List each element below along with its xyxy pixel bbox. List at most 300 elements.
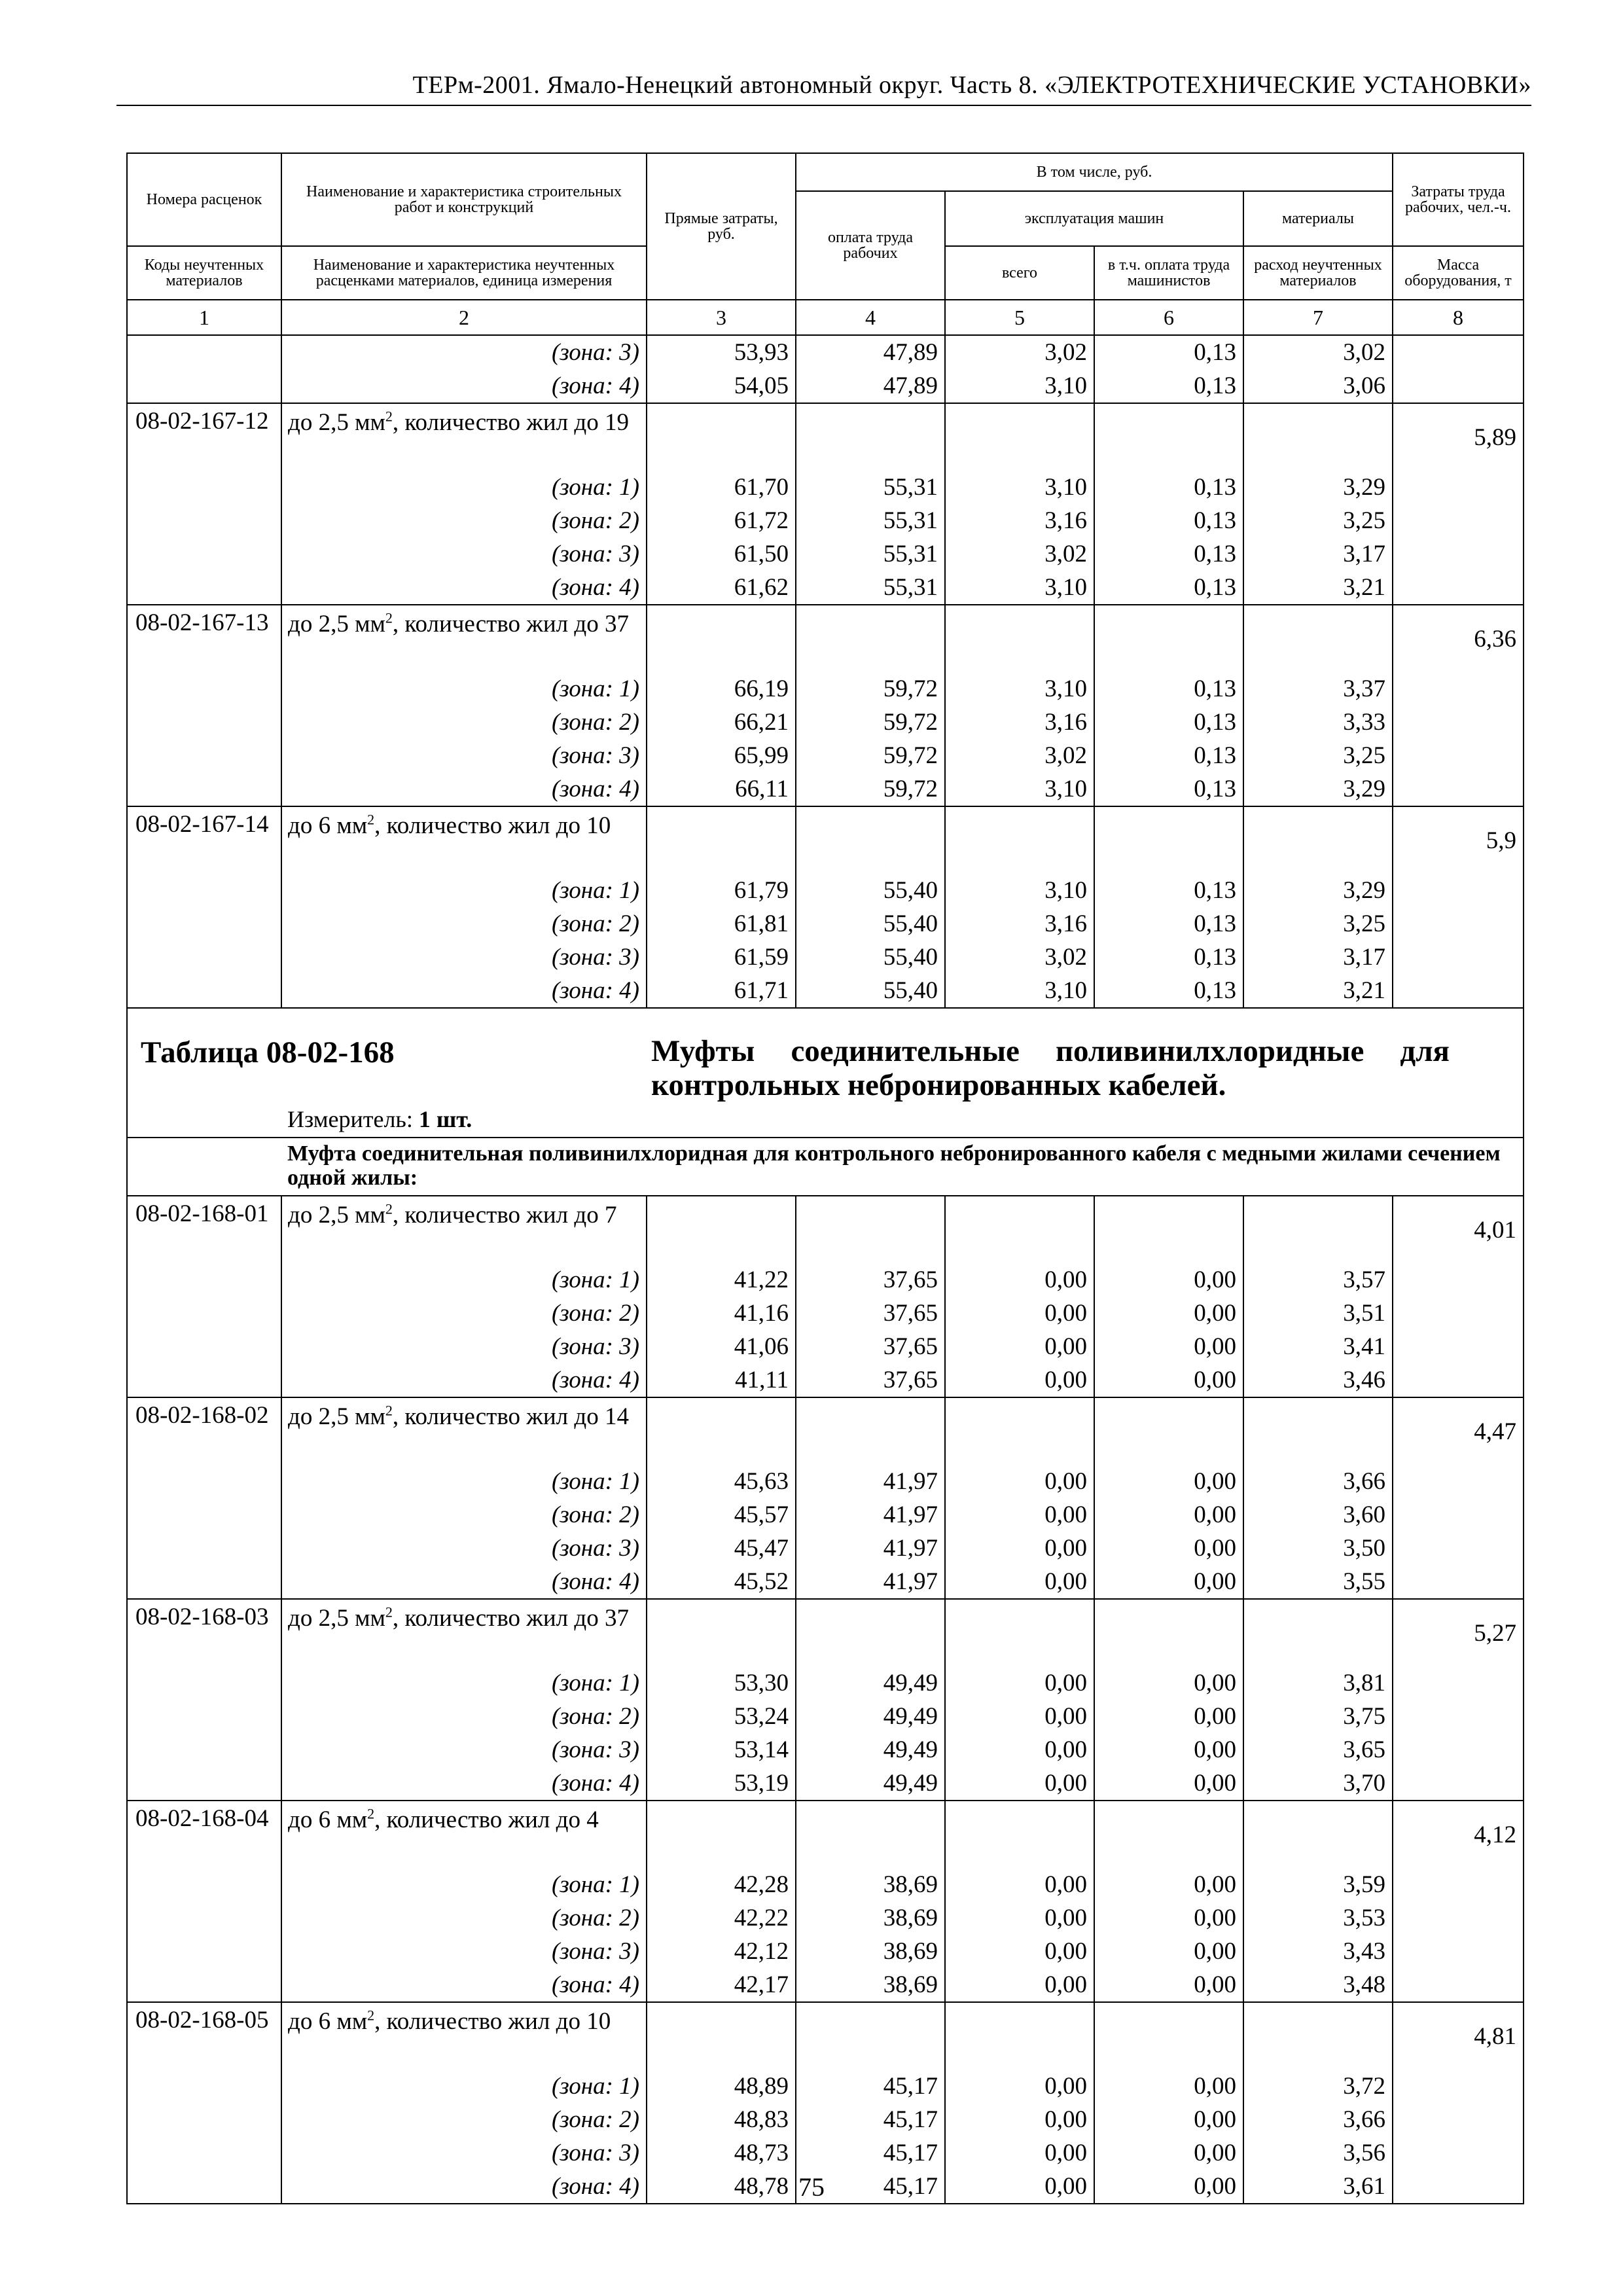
operators-pay-cell: 0,00 — [1094, 2170, 1243, 2204]
empty-cell — [796, 1196, 945, 1263]
direct-costs-cell: 45,52 — [647, 1565, 796, 1599]
workers-pay-cell: 37,65 — [796, 1330, 945, 1363]
table-row — [127, 739, 1524, 772]
rate-code-cell — [127, 2070, 281, 2103]
machines-total-cell: 3,02 — [945, 537, 1094, 571]
zone-label: (зона: 1) — [281, 2070, 647, 2103]
superscript: 2 — [385, 1403, 393, 1420]
direct-costs-cell: 61,79 — [647, 874, 796, 907]
materials-cell: 3,21 — [1243, 571, 1393, 605]
empty-cell — [945, 2002, 1094, 2070]
operators-pay-cell: 0,00 — [1094, 2136, 1243, 2170]
empty-cell — [945, 1196, 1094, 1263]
table-row — [127, 2136, 1524, 2170]
table-row — [127, 1968, 1524, 2002]
materials-cell: 3,21 — [1243, 974, 1393, 1008]
col-header-equipment-mass: Масса оборудования, т — [1393, 246, 1524, 300]
operators-pay-cell: 0,00 — [1094, 1935, 1243, 1968]
direct-costs-cell: 66,21 — [647, 706, 796, 739]
machines-total-cell: 0,00 — [945, 1767, 1094, 1801]
zone-label: (зона: 4) — [281, 571, 647, 605]
direct-costs-cell: 48,83 — [647, 2103, 796, 2136]
materials-cell: 3,57 — [1243, 1263, 1393, 1297]
materials-cell: 3,72 — [1243, 2070, 1393, 2103]
zone-label: (зона: 1) — [281, 1465, 647, 1498]
col-header-labor: Затраты труда рабочих, чел.-ч. — [1393, 153, 1524, 246]
workers-pay-cell: 38,69 — [796, 1901, 945, 1935]
rate-code-cell — [127, 974, 281, 1008]
operators-pay-cell: 0,00 — [1094, 1733, 1243, 1767]
labor-cell — [1393, 2136, 1524, 2170]
table-row — [127, 1733, 1524, 1767]
col-header-machines-total: всего — [945, 246, 1094, 300]
labor-cell — [1393, 1666, 1524, 1700]
materials-cell: 3,56 — [1243, 2136, 1393, 2170]
empty-cell — [945, 806, 1094, 874]
table-row — [127, 772, 1524, 806]
rate-code-cell — [127, 1935, 281, 1968]
labor-value: 4,47 — [1393, 1397, 1524, 1465]
table-row — [127, 1330, 1524, 1363]
zone-label: (зона: 2) — [281, 2103, 647, 2136]
operators-pay-cell: 0,00 — [1094, 1297, 1243, 1330]
machines-total-cell: 0,00 — [945, 1465, 1094, 1498]
workers-pay-cell: 55,40 — [796, 974, 945, 1008]
work-name-text: до 2,5 мм — [288, 1403, 385, 1431]
labor-cell — [1393, 1935, 1524, 1968]
machines-total-cell: 0,00 — [945, 1363, 1094, 1397]
table-row — [127, 1363, 1524, 1397]
labor-value: 4,01 — [1393, 1196, 1524, 1263]
table-row — [127, 1465, 1524, 1498]
materials-cell: 3,48 — [1243, 1968, 1393, 2002]
work-name — [281, 1801, 647, 1868]
col-number: 6 — [1094, 300, 1243, 335]
labor-cell — [1393, 874, 1524, 907]
empty-cell — [647, 806, 796, 874]
direct-costs-cell: 61,62 — [647, 571, 796, 605]
machines-total-cell: 0,00 — [945, 1297, 1094, 1330]
work-name-text: , количество жил до 19 — [392, 409, 629, 436]
table-row — [127, 1801, 1524, 1868]
meter-value: 1 шт. — [418, 1106, 473, 1132]
materials-cell: 3,66 — [1243, 2103, 1393, 2136]
materials-cell: 3,25 — [1243, 504, 1393, 537]
labor-cell — [1393, 941, 1524, 974]
rate-code-cell — [127, 739, 281, 772]
direct-costs-cell: 42,12 — [647, 1935, 796, 1968]
labor-cell — [1393, 1968, 1524, 2002]
work-name-text: до 2,5 мм — [288, 1605, 385, 1632]
direct-costs-cell: 45,47 — [647, 1532, 796, 1565]
rate-code-cell — [127, 1666, 281, 1700]
superscript: 2 — [367, 811, 375, 828]
machines-total-cell: 3,10 — [945, 772, 1094, 806]
labor-cell — [1393, 571, 1524, 605]
labor-cell — [1393, 1263, 1524, 1297]
table-row — [127, 403, 1524, 471]
materials-cell: 3,60 — [1243, 1498, 1393, 1532]
table-row — [127, 2070, 1524, 2103]
table-body-167 — [127, 335, 1524, 1008]
empty-cell — [1094, 1397, 1243, 1465]
empty-cell — [647, 1599, 796, 1666]
labor-cell — [1393, 974, 1524, 1008]
labor-cell — [1393, 706, 1524, 739]
work-name-text: до 2,5 мм — [288, 611, 385, 637]
empty-cell — [647, 1801, 796, 1868]
direct-costs-cell: 41,22 — [647, 1263, 796, 1297]
workers-pay-cell: 55,31 — [796, 571, 945, 605]
col-number: 5 — [945, 300, 1094, 335]
workers-pay-cell: 49,49 — [796, 1767, 945, 1801]
workers-pay-cell: 38,69 — [796, 1968, 945, 2002]
workers-pay-cell: 59,72 — [796, 672, 945, 706]
empty-cell — [796, 1801, 945, 1868]
labor-value: 6,36 — [1393, 605, 1524, 672]
empty-cell — [1243, 806, 1393, 874]
workers-pay-cell: 37,65 — [796, 1263, 945, 1297]
table-row — [127, 874, 1524, 907]
machines-total-cell: 0,00 — [945, 1565, 1094, 1599]
table-row — [127, 1901, 1524, 1935]
direct-costs-cell: 61,70 — [647, 471, 796, 504]
zone-label: (зона: 3) — [281, 739, 647, 772]
empty-cell — [796, 403, 945, 471]
labor-value: 5,9 — [1393, 806, 1524, 874]
direct-costs-cell: 61,59 — [647, 941, 796, 974]
rate-code-cell — [127, 1330, 281, 1363]
materials-cell: 3,37 — [1243, 672, 1393, 706]
table-row — [127, 941, 1524, 974]
operators-pay-cell: 0,00 — [1094, 2070, 1243, 2103]
materials-cell: 3,17 — [1243, 941, 1393, 974]
empty-cell — [945, 1801, 1094, 1868]
page-header: ТЕРм-2001. Ямало-Ненецкий автономный округ. Часть 8. «ЭЛЕКТРОТЕХНИЧЕСКИЕ УСТАНОВКИ» — [116, 71, 1531, 106]
rate-code-cell — [127, 335, 281, 369]
workers-pay-cell: 55,40 — [796, 907, 945, 941]
table-body-168 — [127, 1196, 1524, 2204]
materials-cell: 3,61 — [1243, 2170, 1393, 2204]
zone-label: (зона: 4) — [281, 369, 647, 403]
zone-label: (зона: 1) — [281, 874, 647, 907]
empty-cell — [796, 605, 945, 672]
materials-cell: 3,46 — [1243, 1363, 1393, 1397]
rate-code-cell — [127, 369, 281, 403]
zone-label: (зона: 4) — [281, 974, 647, 1008]
direct-costs-cell: 41,06 — [647, 1330, 796, 1363]
table-row — [127, 537, 1524, 571]
materials-cell: 3,50 — [1243, 1532, 1393, 1565]
labor-cell — [1393, 1901, 1524, 1935]
operators-pay-cell: 0,00 — [1094, 1363, 1243, 1397]
rate-code-cell — [127, 2103, 281, 2136]
machines-total-cell: 3,10 — [945, 874, 1094, 907]
machines-total-cell: 0,00 — [945, 1901, 1094, 1935]
workers-pay-cell: 55,31 — [796, 537, 945, 571]
direct-costs-cell: 48,73 — [647, 2136, 796, 2170]
workers-pay-cell: 41,97 — [796, 1498, 945, 1532]
col-number: 7 — [1243, 300, 1393, 335]
work-name — [281, 403, 647, 471]
operators-pay-cell: 0,13 — [1094, 335, 1243, 369]
operators-pay-cell: 0,13 — [1094, 772, 1243, 806]
rate-code-cell — [127, 941, 281, 974]
workers-pay-cell: 55,40 — [796, 874, 945, 907]
labor-cell — [1393, 1297, 1524, 1330]
direct-costs-cell: 65,99 — [647, 739, 796, 772]
table-row — [127, 1700, 1524, 1733]
col-header-materials: материалы — [1243, 191, 1393, 246]
materials-cell: 3,02 — [1243, 335, 1393, 369]
machines-total-cell: 0,00 — [945, 1935, 1094, 1968]
empty-cell — [1094, 2002, 1243, 2070]
direct-costs-cell: 42,22 — [647, 1901, 796, 1935]
work-name — [281, 1196, 647, 1263]
rate-code-cell — [127, 1532, 281, 1565]
operators-pay-cell: 0,13 — [1094, 504, 1243, 537]
labor-cell — [1393, 369, 1524, 403]
direct-costs-cell: 66,11 — [647, 772, 796, 806]
rate-code: 08-02-167-13 — [127, 605, 281, 672]
page-number: 75 — [798, 2172, 825, 2202]
labor-cell — [1393, 772, 1524, 806]
labor-cell — [1393, 1868, 1524, 1901]
rate-code: 08-02-168-02 — [127, 1397, 281, 1465]
machines-total-cell: 3,16 — [945, 907, 1094, 941]
col-header-machines: эксплуатация машин — [945, 191, 1243, 246]
materials-cell: 3,65 — [1243, 1733, 1393, 1767]
machines-total-cell: 3,10 — [945, 571, 1094, 605]
operators-pay-cell: 0,13 — [1094, 369, 1243, 403]
rate-code-cell — [127, 672, 281, 706]
direct-costs-cell: 61,81 — [647, 907, 796, 941]
operators-pay-cell: 0,13 — [1094, 974, 1243, 1008]
rates-table-wrapper — [126, 152, 1523, 2204]
labor-cell — [1393, 1465, 1524, 1498]
empty-cell — [1094, 806, 1243, 874]
workers-pay-cell: 47,89 — [796, 335, 945, 369]
col-header-workers-pay: оплата труда рабочих — [796, 191, 945, 300]
operators-pay-cell: 0,13 — [1094, 706, 1243, 739]
machines-total-cell: 0,00 — [945, 1968, 1094, 2002]
zone-label: (зона: 4) — [281, 1565, 647, 1599]
zone-label: (зона: 4) — [281, 2170, 647, 2204]
empty-cell — [1243, 2002, 1393, 2070]
work-name — [281, 605, 647, 672]
col-header-rate-numbers: Номера расценок — [127, 153, 281, 246]
machines-total-cell: 0,00 — [945, 1330, 1094, 1363]
machines-total-cell: 0,00 — [945, 1498, 1094, 1532]
workers-pay-cell: 45,17 — [796, 2103, 945, 2136]
zone-label: (зона: 2) — [281, 907, 647, 941]
machines-total-cell: 0,00 — [945, 2170, 1094, 2204]
rate-code: 08-02-167-14 — [127, 806, 281, 874]
work-name — [281, 806, 647, 874]
empty-cell — [796, 1599, 945, 1666]
empty-cell — [647, 1196, 796, 1263]
materials-cell: 3,55 — [1243, 1565, 1393, 1599]
work-name — [281, 1397, 647, 1465]
table-row — [127, 1767, 1524, 1801]
operators-pay-cell: 0,00 — [1094, 1263, 1243, 1297]
workers-pay-cell: 59,72 — [796, 772, 945, 806]
materials-cell: 3,66 — [1243, 1465, 1393, 1498]
zone-label: (зона: 2) — [281, 1498, 647, 1532]
operators-pay-cell: 0,00 — [1094, 1901, 1243, 1935]
machines-total-cell: 0,00 — [945, 1532, 1094, 1565]
rate-code-cell — [127, 1968, 281, 2002]
empty-cell — [796, 806, 945, 874]
workers-pay-cell: 45,17 — [796, 2070, 945, 2103]
direct-costs-cell: 54,05 — [647, 369, 796, 403]
operators-pay-cell: 0,00 — [1094, 1532, 1243, 1565]
rate-code-cell — [127, 874, 281, 907]
col-number: 1 — [127, 300, 281, 335]
materials-cell: 3,51 — [1243, 1297, 1393, 1330]
machines-total-cell: 0,00 — [945, 2136, 1094, 2170]
rate-code: 08-02-168-01 — [127, 1196, 281, 1263]
superscript: 2 — [385, 1604, 393, 1621]
rate-code-cell — [127, 706, 281, 739]
zone-label: (зона: 1) — [281, 1868, 647, 1901]
table-row — [127, 806, 1524, 874]
workers-pay-cell: 45,17 — [796, 2170, 945, 2204]
operators-pay-cell: 0,13 — [1094, 941, 1243, 974]
table-row — [127, 335, 1524, 369]
table-title: Муфты соединительные поливинилхлоридные для контрольных небронированных кабелей. — [651, 1034, 1450, 1102]
machines-total-cell: 3,02 — [945, 941, 1094, 974]
direct-costs-cell: 61,71 — [647, 974, 796, 1008]
operators-pay-cell: 0,00 — [1094, 1666, 1243, 1700]
direct-costs-cell: 61,50 — [647, 537, 796, 571]
workers-pay-cell: 49,49 — [796, 1733, 945, 1767]
labor-cell — [1393, 335, 1524, 369]
col-number: 8 — [1393, 300, 1524, 335]
materials-cell: 3,43 — [1243, 1935, 1393, 1968]
table-row — [127, 1666, 1524, 1700]
empty-cell — [1243, 1397, 1393, 1465]
labor-cell — [1393, 537, 1524, 571]
rate-code-cell — [127, 471, 281, 504]
operators-pay-cell: 0,00 — [1094, 1565, 1243, 1599]
rate-code-cell — [127, 1465, 281, 1498]
machines-total-cell: 0,00 — [945, 1733, 1094, 1767]
operators-pay-cell: 0,00 — [1094, 1700, 1243, 1733]
machines-total-cell: 3,10 — [945, 672, 1094, 706]
direct-costs-cell: 53,30 — [647, 1666, 796, 1700]
rate-code-cell — [127, 1297, 281, 1330]
rate-code-cell — [127, 504, 281, 537]
workers-pay-cell: 38,69 — [796, 1868, 945, 1901]
col-number: 3 — [647, 300, 796, 335]
rate-code-cell — [127, 1700, 281, 1733]
operators-pay-cell: 0,00 — [1094, 2103, 1243, 2136]
empty-cell — [945, 1599, 1094, 1666]
zone-label: (зона: 2) — [281, 504, 647, 537]
workers-pay-cell: 59,72 — [796, 706, 945, 739]
labor-cell — [1393, 739, 1524, 772]
materials-cell: 3,25 — [1243, 907, 1393, 941]
operators-pay-cell: 0,13 — [1094, 739, 1243, 772]
rate-code-cell — [127, 1767, 281, 1801]
table-row — [127, 504, 1524, 537]
table-row — [127, 1196, 1524, 1263]
meter-label: Измеритель: — [287, 1106, 413, 1132]
materials-cell: 3,41 — [1243, 1330, 1393, 1363]
col-header-material-codes: Коды неучтенных материалов — [127, 246, 281, 300]
operators-pay-cell: 0,13 — [1094, 672, 1243, 706]
empty-cell — [1094, 605, 1243, 672]
table-row — [127, 1868, 1524, 1901]
col-header-material-names: Наименование и характеристика неучтенных расценками материалов, единица измерения — [281, 246, 647, 300]
machines-total-cell: 0,00 — [945, 1868, 1094, 1901]
col-header-operators-pay: в т.ч. оплата труда машинистов — [1094, 246, 1243, 300]
direct-costs-cell: 48,89 — [647, 2070, 796, 2103]
table-row — [127, 1397, 1524, 1465]
machines-total-cell: 3,16 — [945, 706, 1094, 739]
labor-cell — [1393, 471, 1524, 504]
direct-costs-cell: 53,14 — [647, 1733, 796, 1767]
workers-pay-cell: 55,40 — [796, 941, 945, 974]
empty-cell — [1243, 605, 1393, 672]
work-name-text: , количество жил до 37 — [392, 611, 629, 637]
direct-costs-cell: 42,17 — [647, 1968, 796, 2002]
materials-cell: 3,75 — [1243, 1700, 1393, 1733]
zone-label: (зона: 4) — [281, 1968, 647, 2002]
operators-pay-cell: 0,00 — [1094, 1767, 1243, 1801]
labor-cell — [1393, 2070, 1524, 2103]
work-name — [281, 2002, 647, 2070]
work-name-text: , количество жил до 7 — [392, 1202, 617, 1229]
labor-cell — [1393, 1330, 1524, 1363]
rate-code: 08-02-168-03 — [127, 1599, 281, 1666]
machines-total-cell: 0,00 — [945, 1700, 1094, 1733]
superscript: 2 — [367, 2007, 375, 2024]
empty-cell — [1094, 1801, 1243, 1868]
machines-total-cell: 0,00 — [945, 2070, 1094, 2103]
empty-cell — [1243, 403, 1393, 471]
zone-label: (зона: 3) — [281, 1330, 647, 1363]
machines-total-cell: 0,00 — [945, 1666, 1094, 1700]
direct-costs-cell: 45,57 — [647, 1498, 796, 1532]
empty-cell — [1243, 1196, 1393, 1263]
zone-label: (зона: 3) — [281, 335, 647, 369]
machines-total-cell: 3,10 — [945, 974, 1094, 1008]
operators-pay-cell: 0,00 — [1094, 1465, 1243, 1498]
empty-cell — [647, 403, 796, 471]
workers-pay-cell: 38,69 — [796, 1935, 945, 1968]
superscript: 2 — [385, 1201, 393, 1218]
direct-costs-cell: 45,63 — [647, 1465, 796, 1498]
table-row — [127, 1263, 1524, 1297]
zone-label: (зона: 2) — [281, 706, 647, 739]
materials-cell: 3,81 — [1243, 1666, 1393, 1700]
work-name-text: до 6 мм — [288, 1806, 368, 1834]
operators-pay-cell: 0,00 — [1094, 1330, 1243, 1363]
work-name — [281, 1599, 647, 1666]
col-number: 2 — [281, 300, 647, 335]
empty-cell — [1094, 403, 1243, 471]
rate-code-cell — [127, 1498, 281, 1532]
rate-code-cell — [127, 1565, 281, 1599]
workers-pay-cell: 41,97 — [796, 1532, 945, 1565]
empty-cell — [945, 1397, 1094, 1465]
materials-cell: 3,33 — [1243, 706, 1393, 739]
direct-costs-cell: 53,93 — [647, 335, 796, 369]
work-name-text: до 2,5 мм — [288, 409, 385, 436]
zone-label: (зона: 3) — [281, 537, 647, 571]
